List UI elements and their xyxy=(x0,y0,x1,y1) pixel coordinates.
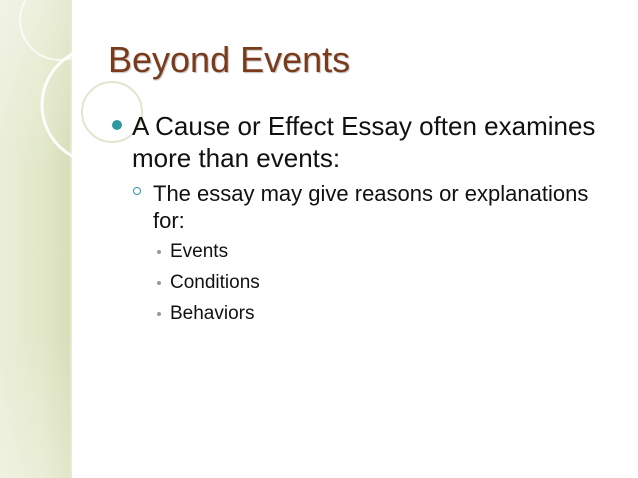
bullet-level-3 xyxy=(108,301,618,327)
bullet-level-1 xyxy=(108,110,618,174)
dot-bullet-icon xyxy=(157,281,161,285)
bullet-level-3 xyxy=(108,270,618,296)
bullet-text: A Cause or Effect Essay often examines more than events: xyxy=(132,111,596,173)
sub-bullet-text: The essay may give reasons or explanations for: xyxy=(153,181,589,233)
slide-title: Beyond Events xyxy=(108,39,351,80)
bullet-level-3 xyxy=(108,239,618,265)
filled-circle-bullet-icon xyxy=(112,120,122,130)
hollow-circle-bullet-icon xyxy=(133,187,141,195)
sub-sub-bullet-text: Behaviors xyxy=(170,303,255,324)
sub-sub-bullet-text: Conditions xyxy=(170,272,260,293)
bullet-level-2 xyxy=(108,180,618,234)
slide-content xyxy=(108,110,618,327)
sub-sub-bullet-text: Events xyxy=(170,241,229,262)
dot-bullet-icon xyxy=(157,250,161,254)
dot-bullet-icon xyxy=(157,312,161,316)
